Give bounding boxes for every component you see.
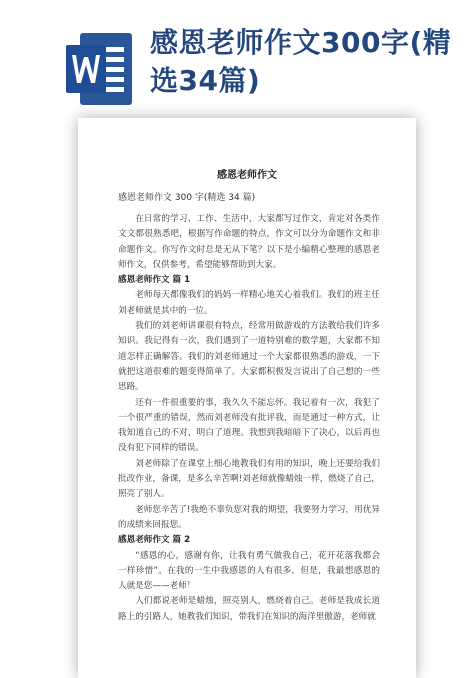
paragraph: 人们都说老师是蜡烛，照亮别人，燃烧着自己。老师是我成长道路上的引路人，她教我们知识，带我们在知识的海洋里傲游，老师就 [118,596,380,622]
document-heading: 感恩老师作文 [217,170,277,181]
page-header [0,0,474,118]
paragraph: 我们的刘老师讲课很有特点，经常用做游戏的方法教给我们许多知识。我记得有一次，我们遇到了一道特别难的数学题，大家都不知道怎样正确解答。我们的刘老师通过一个大家都很熟悉的游戏，一下就把这道很难的题变得简单了。大家都积极发言说出了自己想的一些思路。 [118,321,380,393]
paragraph: “感恩的心，感谢有你，让我有勇气做我自己，花开花落我都会一样珍惜”。在我的一生中我感恩的人有很多，但是，我最想感恩的人就是您——老师！ [118,550,380,592]
paragraph: 老师每天都像我们的妈妈一样精心地关心着我们。我们的班主任刘老师就是其中的一位。 [118,290,380,316]
word-document-icon [66,33,132,105]
document-body [118,212,380,625]
intro-paragraph: 在日常的学习、工作、生活中，大家都写过作文，肯定对各类作文文都很熟悉吧，根据写作命题的特点，作文可以分为命题作文和非命题作文。你写作文时总是无从下笔？以下是小编精心整理的感恩老师作文，仅供参考，希望能够帮助到大家。 [118,214,380,270]
page-title: 感恩老师作文300字(精选34篇) [150,26,452,97]
section-title: 感恩老师作文 篇 1 [118,275,191,286]
document-page [78,118,416,678]
section-title: 感恩老师作文 篇 2 [118,535,191,546]
document-subtitle: 感恩老师作文 300 字(精选 34 篇) [118,193,256,203]
paragraph: 老师您辛苦了!我绝不辜负您对我的期望，我要努力学习，用优异的成绩来回报您。 [118,504,380,530]
paragraph: 刘老师除了在课堂上细心地教我们有用的知识，晚上还要给我们批改作业，备课，是多么辛苦啊!刘老师就像蜡烛一样，燃烧了自己，照亮了别人。 [118,458,380,500]
paragraph: 还有一件很重要的事，我久久不能忘怀。我记着有一次，我犯了一个很严重的错误，然而刘老师没有批评我，而是通过一种方式，让我知道自己的不对，明白了道理。我想到我暗暗下了决心，以后再也没有犯下同样的错误。 [118,397,380,454]
